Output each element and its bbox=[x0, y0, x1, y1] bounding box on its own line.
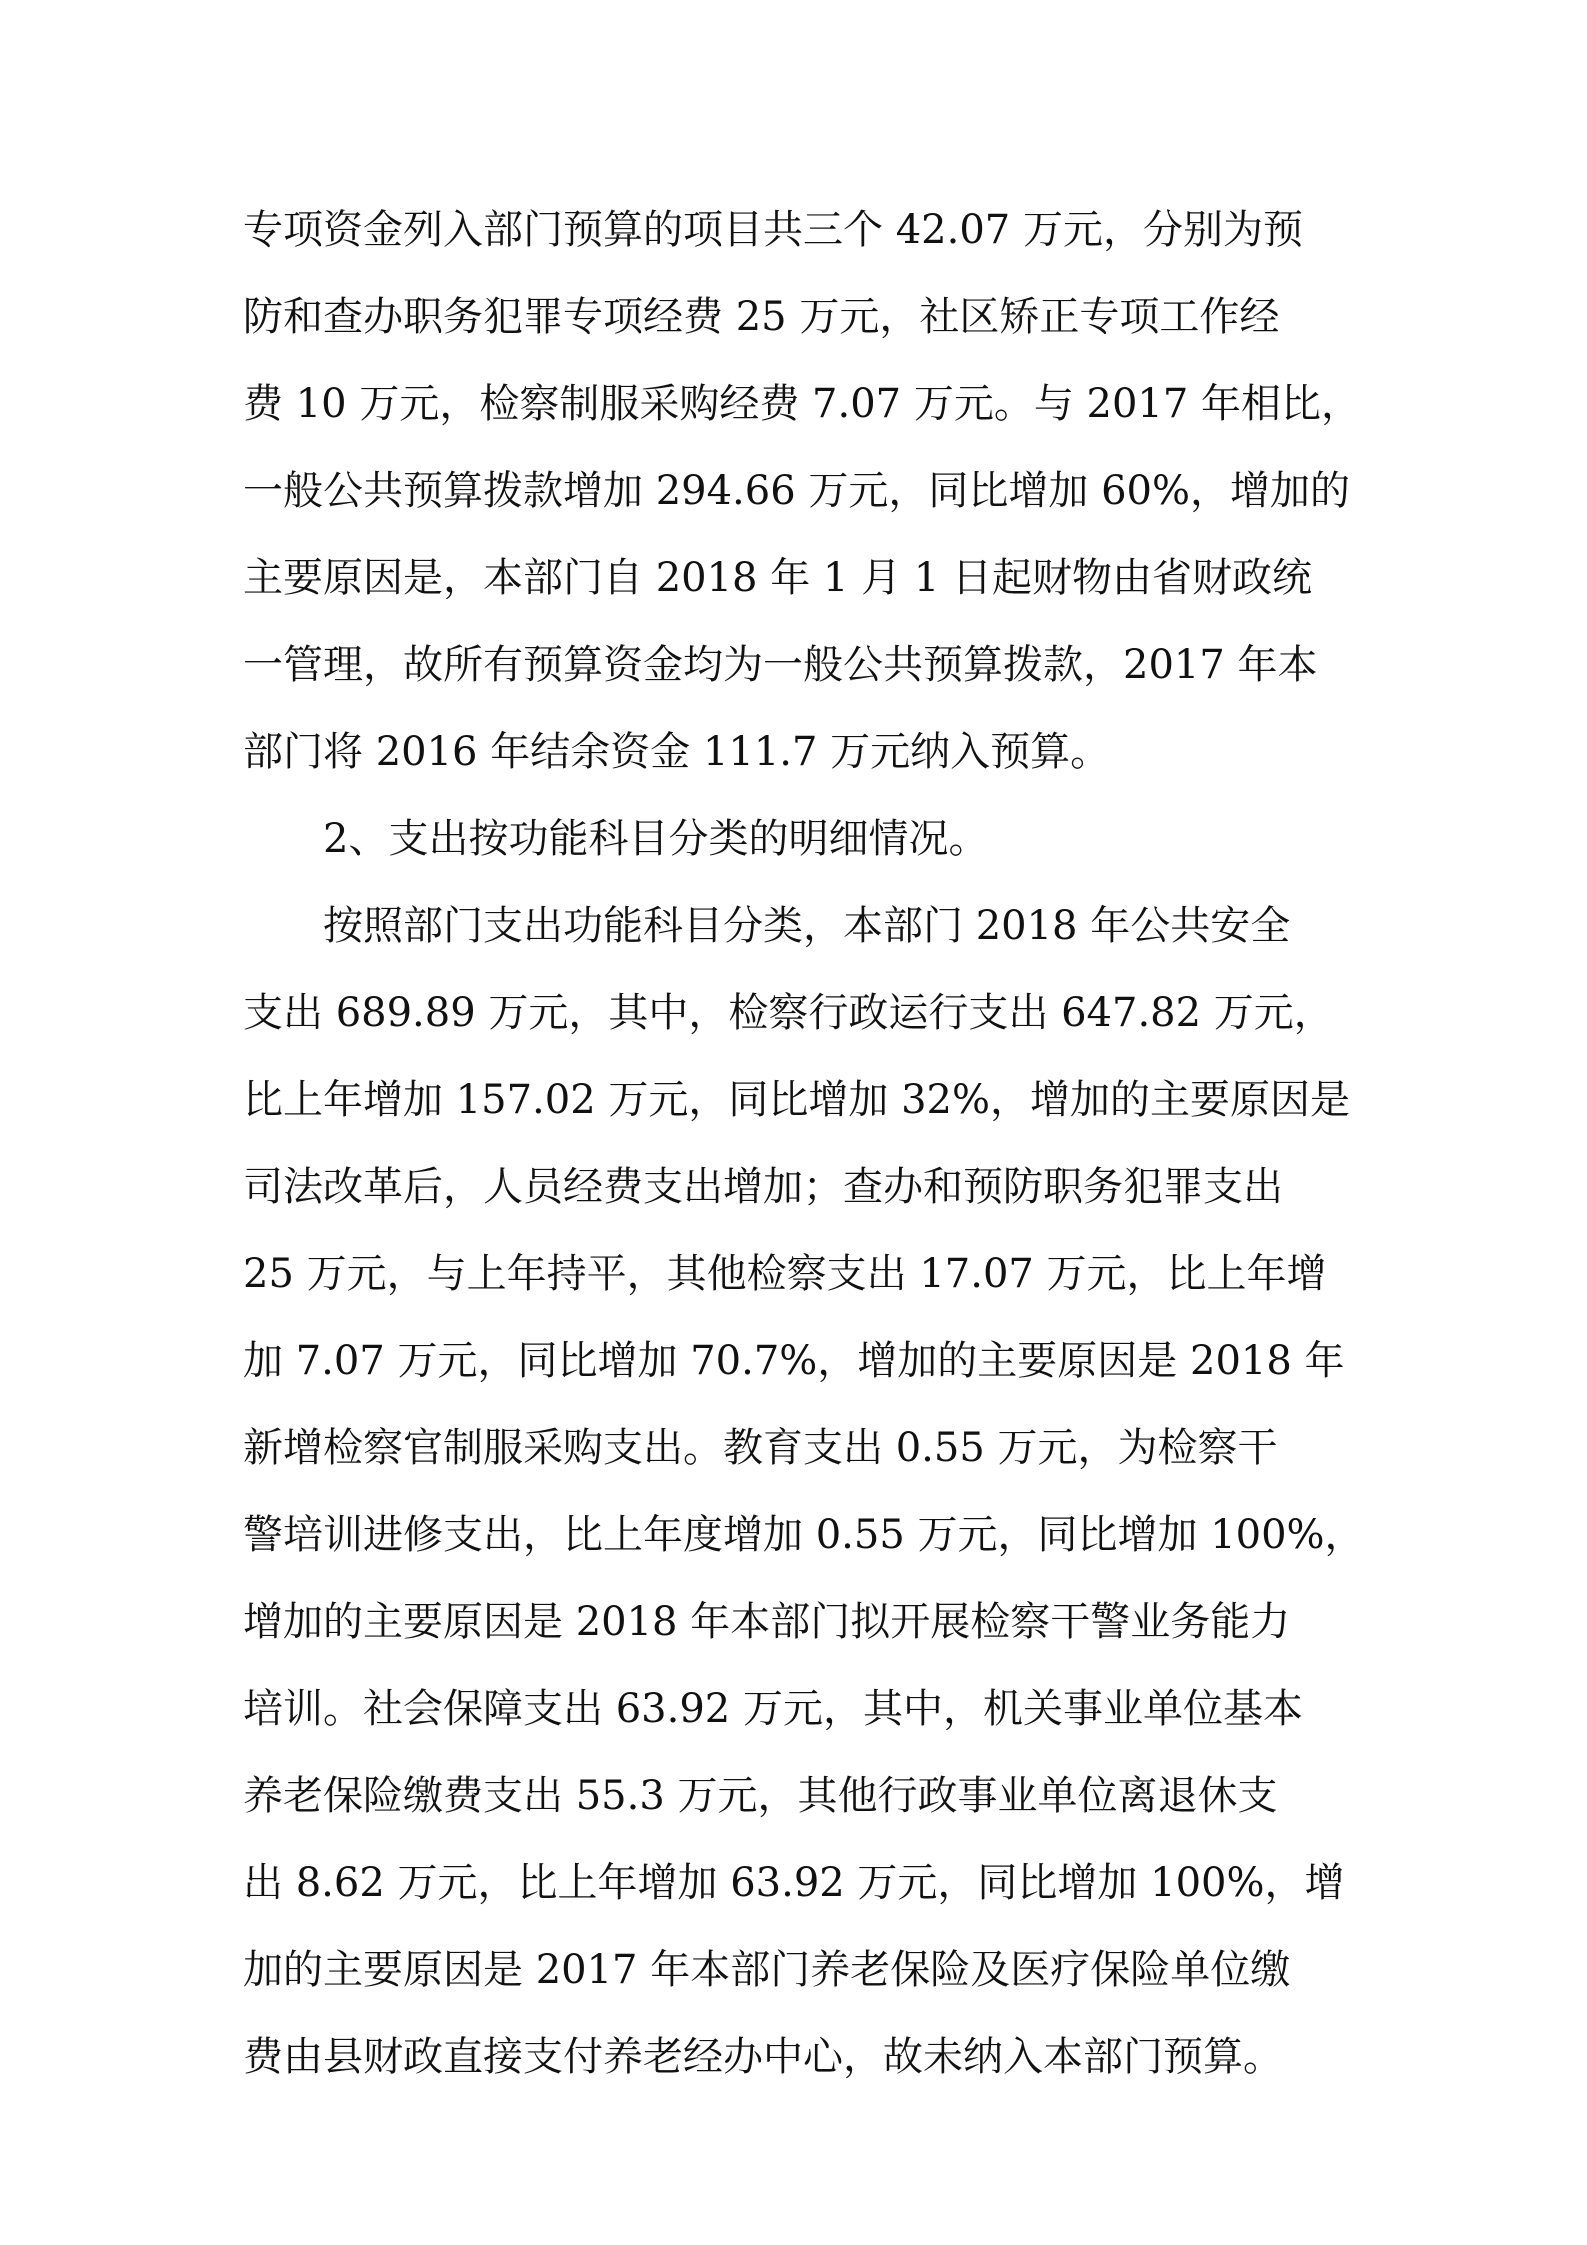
text-line: 加 7.07 万元，同比增加 70.7%，增加的主要原因是 2018 年 bbox=[243, 1338, 1345, 1384]
text-line: 比上年增加 157.02 万元，同比增加 32%，增加的主要原因是 bbox=[243, 1077, 1351, 1123]
text-line: 按照部门支出功能科目分类，本部门 2018 年公共安全 bbox=[323, 903, 1291, 949]
text-line: 25 万元，与上年持平，其他检察支出 17.07 万元，比上年增 bbox=[243, 1251, 1327, 1297]
text-line: 一管理，故所有预算资金均为一般公共预算拨款，2017 年本 bbox=[243, 642, 1318, 688]
text-line: 司法改革后，人员经费支出增加；查办和预防职务犯罪支出 bbox=[243, 1164, 1283, 1210]
text-line: 费 10 万元，检察制服采购经费 7.07 万元。与 2017 年相比， bbox=[243, 381, 1362, 427]
text-line: 出 8.62 万元，比上年增加 63.92 万元，同比增加 100%，增 bbox=[243, 1860, 1345, 1906]
text-line: 培训。社会保障支出 63.92 万元，其中，机关事业单位基本 bbox=[243, 1686, 1303, 1732]
text-line: 防和查办职务犯罪专项经费 25 万元，社区矫正专项工作经 bbox=[243, 294, 1280, 340]
text-line: 费由县财政直接支付养老经办中心，故未纳入本部门预算。 bbox=[243, 2034, 1283, 2080]
text-line: 专项资金列入部门预算的项目共三个 42.07 万元，分别为预 bbox=[243, 207, 1303, 253]
text-line: 加的主要原因是 2017 年本部门养老保险及医疗保险单位缴 bbox=[243, 1947, 1291, 1993]
text-line: 养老保险缴费支出 55.3 万元，其他行政事业单位离退休支 bbox=[243, 1773, 1278, 1819]
section-heading: 2、支出按功能科目分类的明细情况。 bbox=[323, 816, 989, 862]
text-line: 部门将 2016 年结余资金 111.7 万元纳入预算。 bbox=[243, 729, 1111, 775]
text-line: 警培训进修支出，比上年度增加 0.55 万元，同比增加 100%， bbox=[243, 1512, 1365, 1558]
text-line: 一般公共预算拨款增加 294.66 万元，同比增加 60%，增加的 bbox=[243, 468, 1351, 514]
text-line: 主要原因是，本部门自 2018 年 1 月 1 日起财物由省财政统 bbox=[243, 555, 1312, 601]
text-line: 新增检察官制服采购支出。教育支出 0.55 万元，为检察干 bbox=[243, 1425, 1278, 1471]
text-line: 增加的主要原因是 2018 年本部门拟开展检察干警业务能力 bbox=[243, 1599, 1291, 1645]
text-line: 支出 689.89 万元，其中，检察行政运行支出 647.82 万元， bbox=[243, 990, 1334, 1036]
